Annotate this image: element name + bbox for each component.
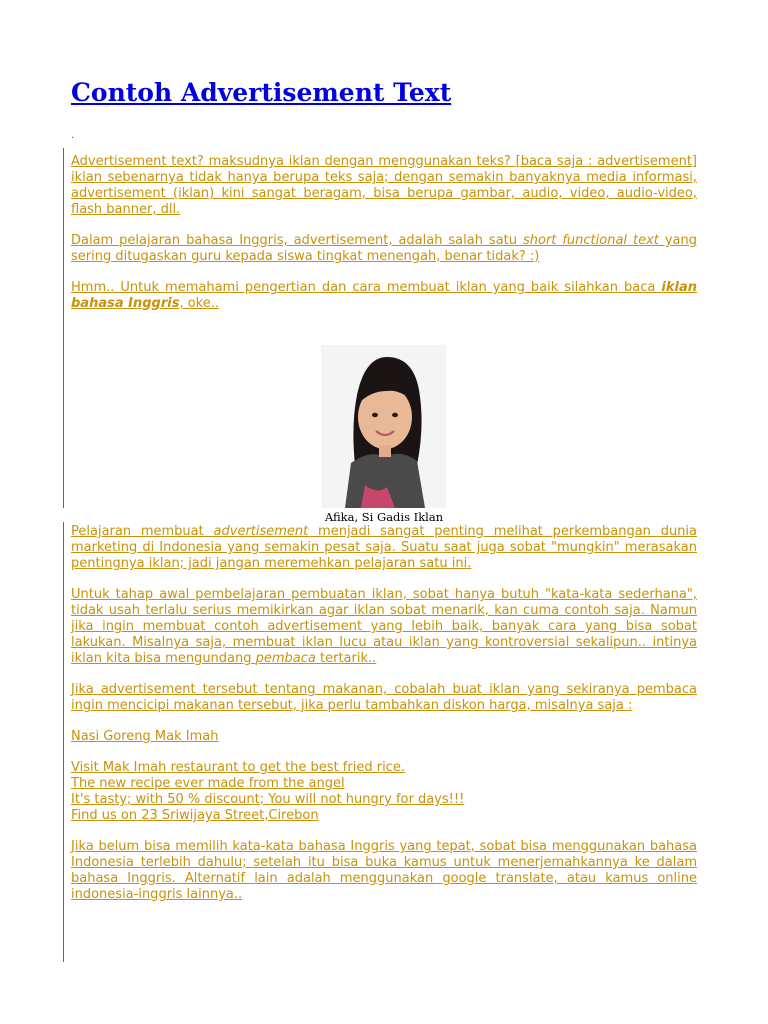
- ad-line[interactable]: The new recipe ever made from the angel: [71, 776, 345, 791]
- paragraph[interactable]: [71, 524, 697, 572]
- image-caption: Afika, Si Gadis Iklan: [324, 510, 444, 524]
- text: Pelajaran membuat: [71, 524, 214, 539]
- emphasis: advertisement: [213, 524, 309, 539]
- paragraph[interactable]: [71, 587, 697, 667]
- paragraph[interactable]: Advertisement text? maksudnya iklan dengan menggunakan teks? [baca saja : advertisement] iklan sebenarnya tidak hanya berupa teks saja; dengan semakin banyaknya media informasi, advertisement (iklan) kini sangat beragam, bisa berupa gambar, audio, video, audio-video, flash banner, dll.: [71, 154, 697, 217]
- paragraph[interactable]: Jika belum bisa memilih kata-kata bahasa Inggris yang tepat, sobat bisa menggunakan bahasa Indonesia terlebih dahulu; setelah itu bisa buka kamus untuk menerjemahkannya ke dalam bahasa Inggris. Alternatif lain adalah menggunakan google translate, atau kamus online indonesia-inggris lainnya..: [71, 839, 697, 902]
- girl-photo: [321, 345, 446, 508]
- text: Hmm.. Untuk memahami pengertian dan cara membuat iklan yang baik silahkan baca: [71, 280, 662, 295]
- left-border-top: [63, 148, 64, 508]
- emphasis: short functional text: [522, 233, 659, 248]
- ad-line[interactable]: Find us on 23 Sriwijaya Street,Cirebon: [71, 808, 319, 823]
- text: tertarik..: [315, 651, 377, 666]
- content-section-1: [71, 154, 697, 327]
- paragraph[interactable]: Jika advertisement tersebut tentang makanan, cobalah buat iklan yang sekiranya pembaca ingin mencicipi makanan tersebut, jika perlu tambahkan diskon harga, misalnya saja :: [71, 682, 697, 713]
- page-title[interactable]: Contoh Advertisement Text: [71, 78, 452, 107]
- text: menjadi sangat penting melihat perkembangan dunia marketing di Indonesia yang semakin pesat saja. Suatu saat juga sobat "mungkin" merasakan pentingnya iklan; jadi jangan meremehkan pelajaran satu ini.: [71, 524, 697, 571]
- ad-line[interactable]: Visit Mak Imah restaurant to get the best fried rice.: [71, 760, 405, 775]
- text: yang sering ditugaskan guru kepada siswa tingkat menengah, benar tidak? :): [71, 233, 697, 264]
- paragraph[interactable]: [71, 280, 697, 312]
- ad-line[interactable]: It's tasty; with 50 % discount; You will not hungry for days!!!: [71, 792, 465, 807]
- left-border-bottom: [63, 522, 64, 962]
- ad-title[interactable]: Nasi Goreng Mak Imah: [71, 729, 219, 744]
- paragraph[interactable]: [71, 233, 697, 265]
- text: Dalam pelajaran bahasa Inggris, advertisement, adalah salah satu: [71, 233, 523, 248]
- emphasis: pembaca: [255, 651, 316, 666]
- separator-dot: .: [71, 130, 75, 141]
- content-section-2: [71, 524, 697, 918]
- text: Untuk tahap awal pembelajaran pembuatan iklan, sobat hanya butuh "kata-kata sederhana", tidak usah terlalu serius memikirkan agar iklan sobat menarik, kan cuma contoh saja. Namun jika ingin membuat contoh advertisement yang lebih baik, banyak cara yang bisa sobat lakukan. Misalnya saja, membuat iklan lucu atau iklan yang kontroversial sekalipun.. intinya iklan kita bisa mengundang: [71, 587, 697, 666]
- iklan-link-label: iklan bahasa Inggris: [71, 280, 697, 311]
- text: , oke..: [179, 296, 219, 311]
